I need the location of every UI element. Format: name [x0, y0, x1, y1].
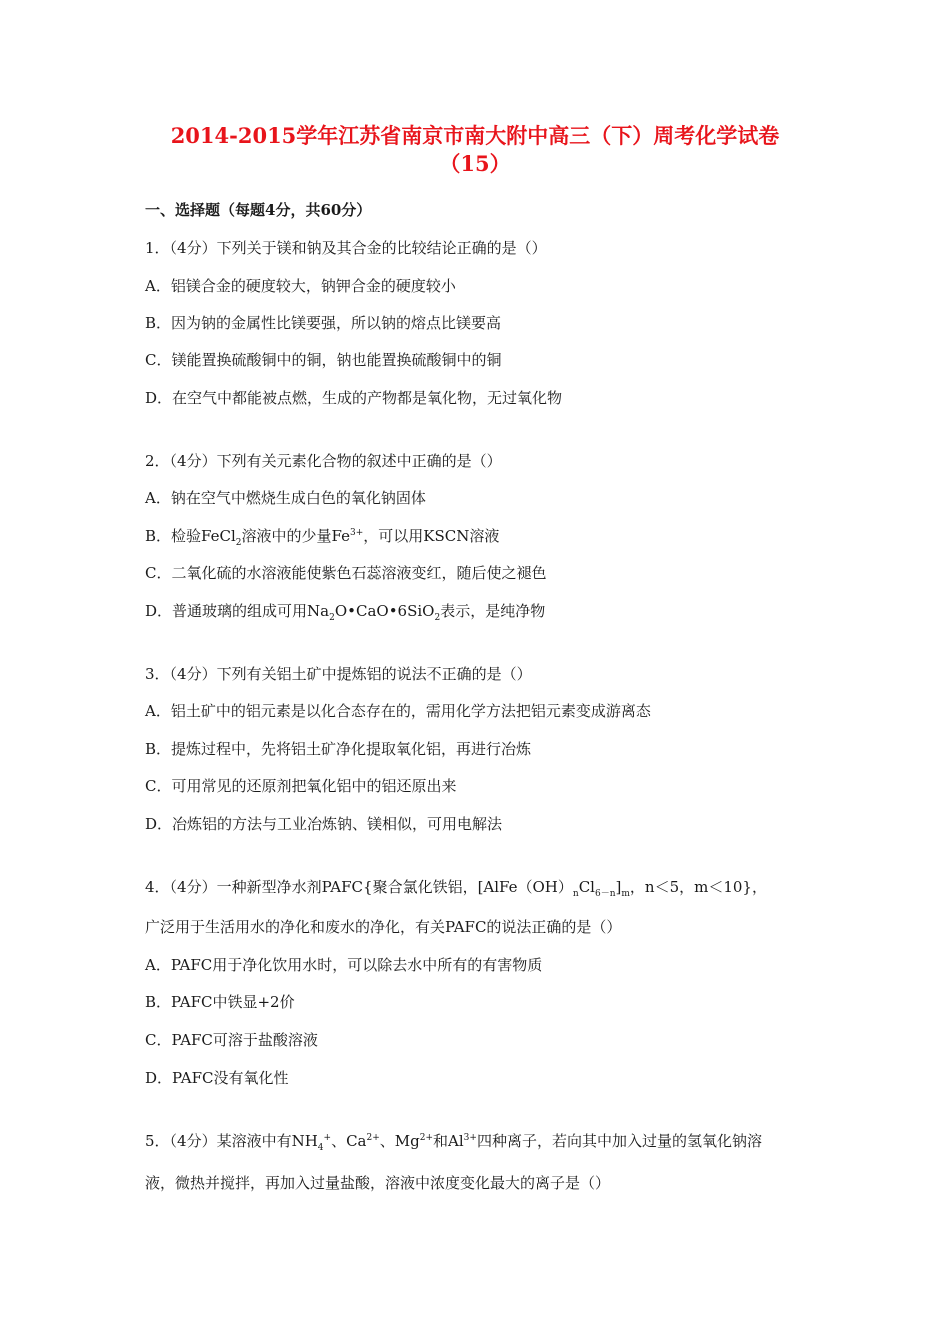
question-1-option-c: C．镁能置换硫酸铜中的铜，钠也能置换硫酸铜中的铜	[145, 351, 502, 369]
text: O•CaO•6SiO	[334, 602, 435, 620]
text: 、Ca	[331, 1132, 367, 1150]
text: Cl	[578, 878, 595, 896]
superscript: 2+	[366, 1133, 380, 1143]
question-2-option-c: C．二氧化硫的水溶液能使紫色石蕊溶液变红，随后使之褪色	[145, 564, 547, 582]
text: ]	[615, 878, 622, 896]
text: 溶液中的少量Fe	[241, 527, 350, 545]
text: 四种离子，若向其中加入过量的氢氧化钠溶	[476, 1132, 762, 1150]
text: 5．（4分）某溶液中有NH	[145, 1132, 318, 1150]
text: B．检验FeCl	[145, 527, 236, 545]
superscript: 3+	[349, 528, 364, 538]
question-5-stem	[145, 1131, 762, 1151]
question-2-option-a: A．钠在空气中燃烧生成白色的氧化钠固体	[145, 489, 426, 507]
question-2-stem: 2．（4分）下列有关元素化合物的叙述中正确的是（）	[145, 452, 502, 470]
question-4-option-d: D．PAFC没有氧化性	[145, 1069, 289, 1087]
section-heading: 一、选择题（每题4分，共60分）	[145, 201, 372, 219]
text: 和Al	[433, 1132, 464, 1150]
question-1-option-b: B．因为钠的金属性比镁要强，所以钠的熔点比镁要高	[145, 314, 502, 332]
superscript: 3+	[463, 1133, 477, 1143]
question-4-stem	[145, 877, 767, 897]
question-3-option-b: B．提炼过程中，先将铝土矿净化提取氧化铝，再进行冶炼	[145, 740, 532, 758]
question-3-option-a: A．铝土矿中的铝元素是以化合态存在的，需用化学方法把铝元素变成游离态	[145, 702, 651, 720]
question-5-stem-continued: 液，微热并搅拌，再加入过量盐酸，溶液中浓度变化最大的离子是（）	[145, 1174, 611, 1192]
subscript: 2	[235, 538, 242, 548]
question-4-option-c: C．PAFC可溶于盐酸溶液	[145, 1031, 318, 1049]
text: 表示，是纯净物	[440, 602, 546, 620]
subscript: m	[621, 889, 630, 899]
subscript: 4	[317, 1143, 324, 1153]
subscript: n	[572, 889, 579, 899]
question-2-option-d	[145, 601, 545, 621]
text: D．普通玻璃的组成可用Na	[145, 602, 330, 620]
exam-title: 2014-2015学年江苏省南京市南大附中高三（下）周考化学试卷	[170, 123, 780, 148]
question-3-stem: 3．（4分）下列有关铝土矿中提炼铝的说法不正确的是（）	[145, 665, 532, 683]
subscript: 2	[329, 613, 335, 623]
question-4-stem-continued: 广泛用于生活用水的净化和废水的净化，有关PAFC的说法正确的是（）	[145, 918, 622, 936]
text: ，n＜5，m＜10}，	[629, 878, 767, 896]
question-2-option-b	[145, 526, 499, 546]
question-1-option-d: D．在空气中都能被点燃，生成的产物都是氧化物，无过氧化物	[145, 389, 563, 407]
question-4-option-a: A．PAFC用于净化饮用水时，可以除去水中所有的有害物质	[145, 956, 543, 974]
superscript: +	[323, 1133, 332, 1143]
text: 4．（4分）一种新型净水剂PAFC{聚合氯化铁铝，[AlFe（OH）	[145, 878, 573, 896]
question-1-stem: 1．（4分）下列关于镁和钠及其合金的比较结论正确的是（）	[145, 239, 547, 257]
subscript: 6－n	[594, 889, 616, 899]
subscript: 2	[434, 613, 441, 623]
superscript: 2+	[419, 1133, 434, 1143]
question-3-option-d: D．冶炼铝的方法与工业冶炼钠、镁相似，可用电解法	[145, 815, 503, 833]
text: 、Mg	[379, 1132, 420, 1150]
text: ，可以用KSCN溶液	[363, 527, 500, 545]
question-1-option-a: A．铝镁合金的硬度较大，钠钾合金的硬度较小	[145, 277, 456, 295]
exam-title-number: （15）	[439, 151, 511, 176]
question-3-option-c: C．可用常见的还原剂把氧化铝中的铝还原出来	[145, 777, 457, 795]
question-4-option-b: B．PAFC中铁显+2价	[145, 993, 295, 1011]
